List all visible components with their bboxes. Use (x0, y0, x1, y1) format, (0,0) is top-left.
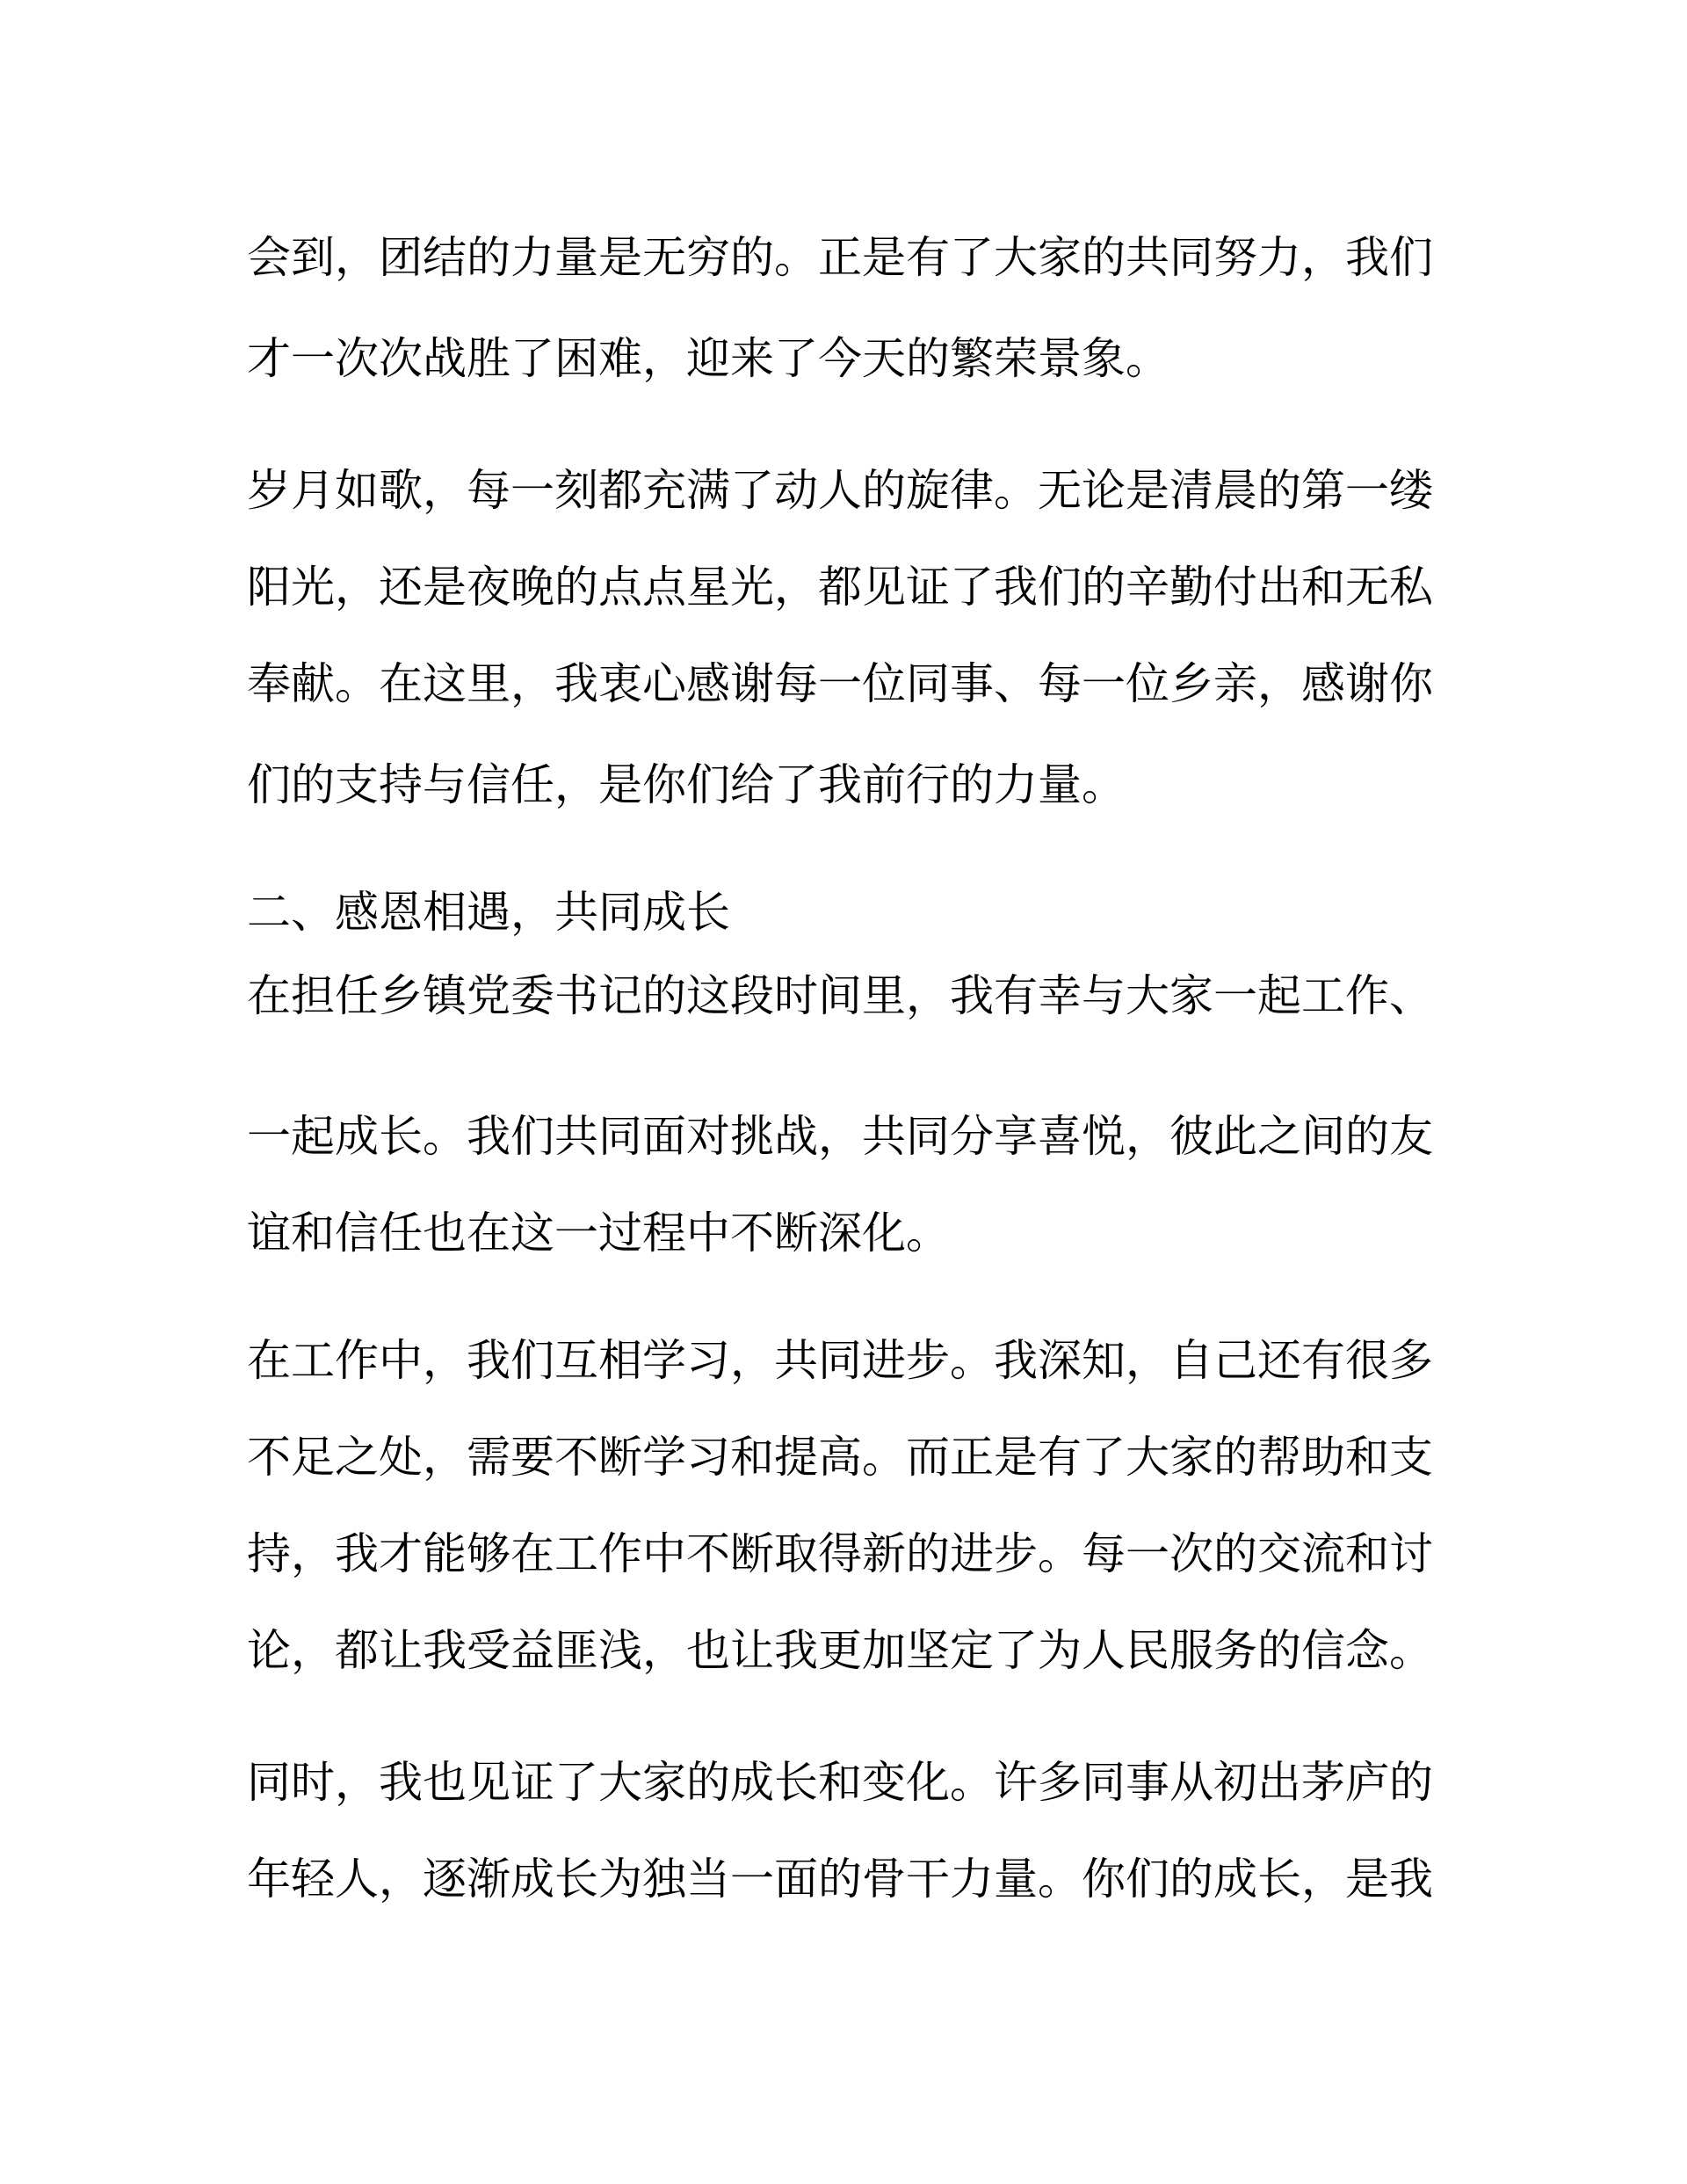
section-heading: 二、感恩相遇，共同成长 (247, 887, 730, 938)
paragraph-1-line-2: 才一次次战胜了困难，迎来了今天的繁荣景象。 (247, 333, 1169, 384)
paragraph-2-line-2: 阳光，还是夜晚的点点星光，都见证了我们的辛勤付出和无私 (247, 562, 1433, 613)
paragraph-4-line-2: 不足之处，需要不断学习和提高。而正是有了大家的帮助和支 (247, 1432, 1433, 1483)
paragraph-3-line-1: 在担任乡镇党委书记的这段时间里，我有幸与大家一起工作、 (247, 970, 1433, 1021)
paragraph-5-line-1: 同时，我也见证了大家的成长和变化。许多同事从初出茅庐的 (247, 1757, 1433, 1808)
paragraph-2-line-4: 们的支持与信任，是你们给了我前行的力量。 (247, 759, 1126, 810)
paragraph-3-line-3: 谊和信任也在这一过程中不断深化。 (247, 1208, 950, 1259)
paragraph-5-line-2: 年轻人，逐渐成长为独当一面的骨干力量。你们的成长，是我 (247, 1854, 1433, 1905)
paragraph-1-line-1: 会到，团结的力量是无穷的。正是有了大家的共同努力，我们 (247, 232, 1433, 283)
paragraph-4-line-3: 持，我才能够在工作中不断取得新的进步。每一次的交流和讨 (247, 1528, 1433, 1579)
paragraph-2-line-1: 岁月如歌，每一刻都充满了动人的旋律。无论是清晨的第一缕 (247, 465, 1433, 516)
paragraph-3-line-2: 一起成长。我们共同面对挑战，共同分享喜悦，彼此之间的友 (247, 1111, 1433, 1162)
paragraph-4-line-4: 论，都让我受益匪浅，也让我更加坚定了为人民服务的信念。 (247, 1625, 1433, 1676)
paragraph-2-line-3: 奉献。在这里，我衷心感谢每一位同事、每一位乡亲，感谢你 (247, 658, 1433, 709)
paragraph-4-line-1: 在工作中，我们互相学习，共同进步。我深知，自己还有很多 (247, 1335, 1433, 1386)
